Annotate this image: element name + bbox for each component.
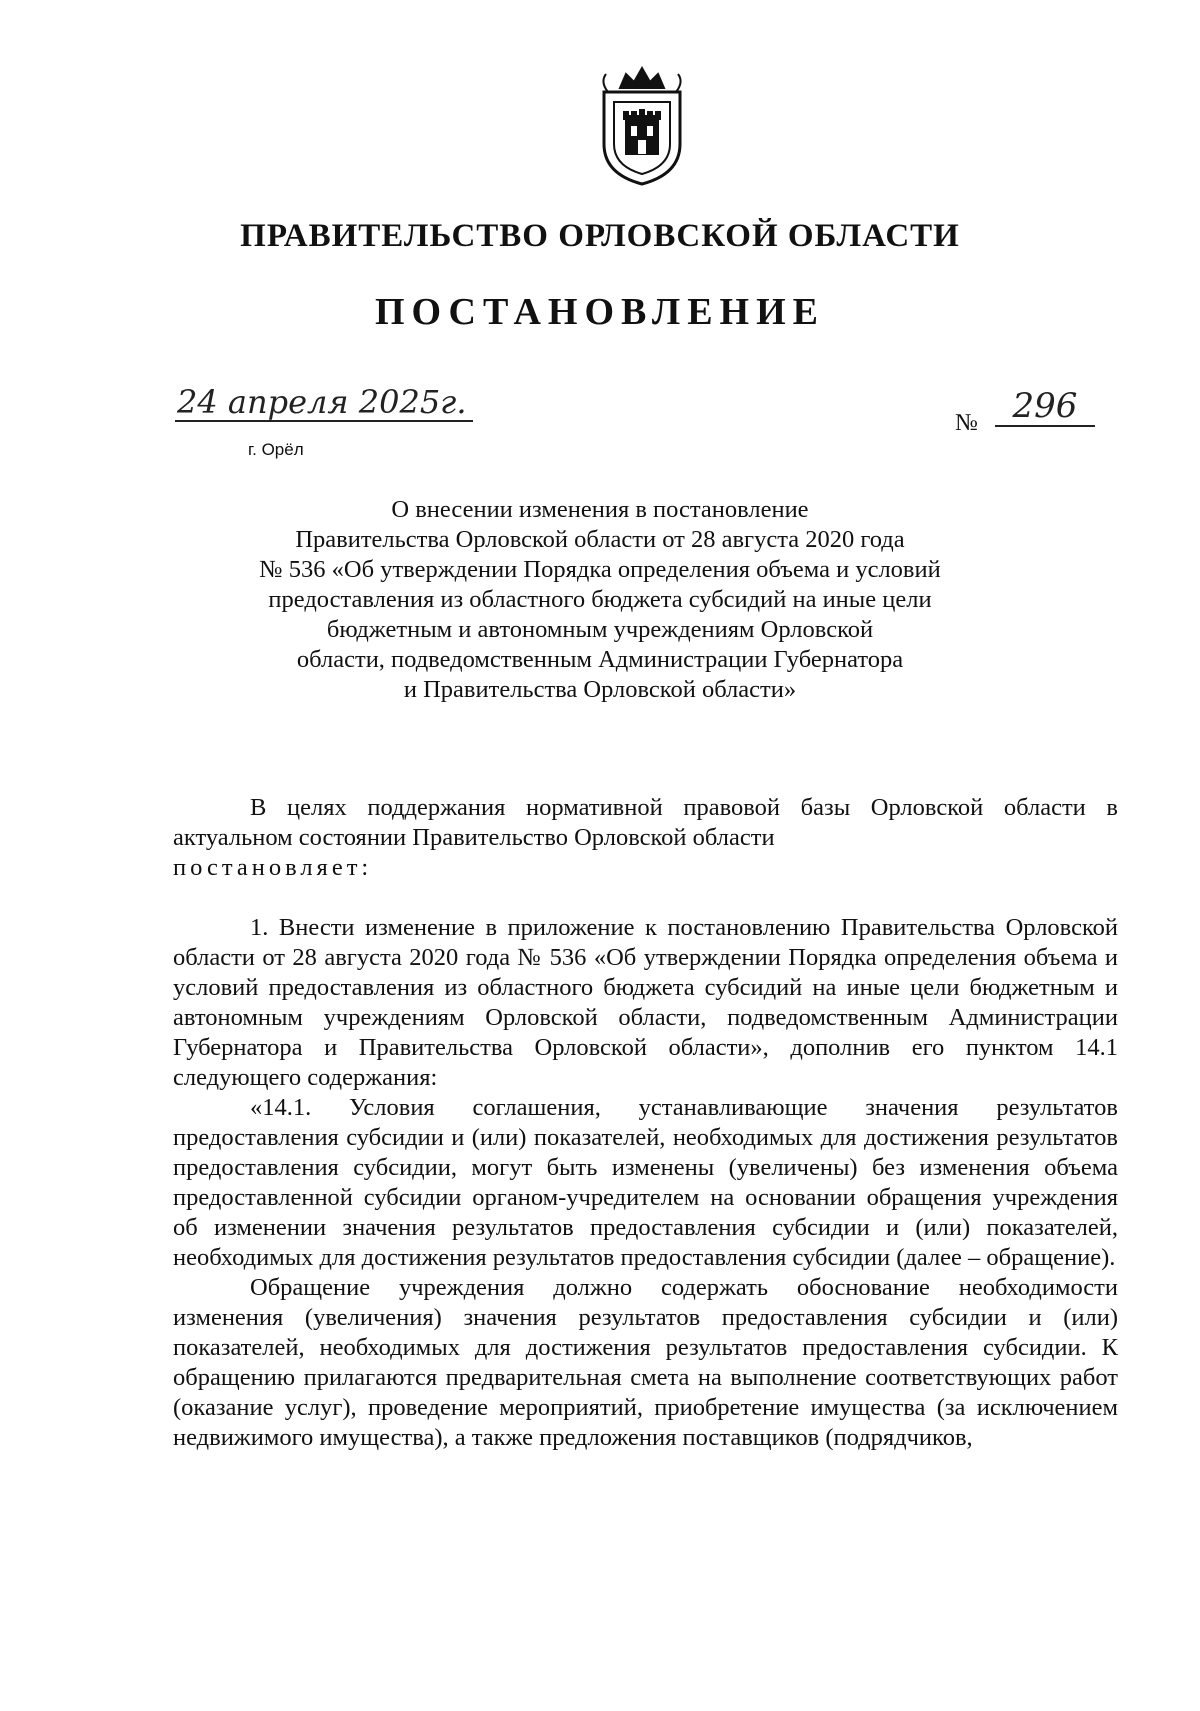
subject-line: № 536 «Об утверждении Порядка определения объема и условий [259, 556, 941, 583]
organization-title: ПРАВИТЕЛЬСТВО ОРЛОВСКОЙ ОБЛАСТИ [240, 218, 960, 254]
document-type-heading: ПОСТАНОВЛЕНИЕ [374, 291, 826, 333]
document-body [173, 793, 1118, 1453]
preamble-paragraph: В целях поддержания нормативной правовой базы Орловской области в актуальном состоянии Правительство Орловской области [173, 794, 1118, 851]
document-subject [200, 495, 1000, 705]
handwritten-date: 24 апреля 2025г. [175, 385, 473, 422]
decree-word: постановляет: [173, 854, 373, 881]
subject-line: Правительства Орловской области от 28 августа 2020 года [295, 526, 905, 553]
subject-line: и Правительства Орловской области» [403, 676, 797, 703]
body-paragraph-2: «14.1. Условия соглашения, устанавливающие значения результатов предоставления субсидии и (или) показателей, необходимых для достижения результатов предоставления субсидии, могут быть изменены (увеличены) без изменения объема предоставленной субсидии органом-учредителем на основании обращения учреждения об изменении значения результатов предоставления субсидии и (или) показателей, необходимых для достижения результатов предоставления субсидии (далее – обращение). [173, 1094, 1118, 1271]
subject-line: О внесении изменения в постановление [391, 496, 809, 523]
city-label: г. Орёл [248, 440, 304, 459]
subject-line: области, подведомственным Администрации Губернатора [296, 646, 904, 673]
number-label: № [955, 410, 978, 436]
body-paragraph-3: Обращение учреждения должно содержать обоснование необходимости изменения (увеличения) значения результатов предоставления субсидии и (или) показателей, необходимых для достижения результатов предоставления субсидии. К обращению прилагаются предварительная смета на выполнение соответствующих работ (оказание услуг), проведение мероприятий, приобретение имущества (за исключением недвижимого имущества), а также предложения поставщиков (подрядчиков, [173, 1274, 1118, 1451]
subject-line: предоставления из областного бюджета субсидий на иные цели [268, 586, 932, 613]
body-paragraph-1: 1. Внести изменение в приложение к постановлению Правительства Орловской области от 28 августа 2020 года № 536 «Об утверждении Порядка определения объема и условий предоставления из областного бюджета субсидий на иные цели бюджетным и автономным учреждениям Орловской области, подведомственным Администрации Губернатора и Правительства Орловской области», дополнив его пунктом 14.1 следующего содержания: [173, 914, 1118, 1091]
coat-of-arms-icon [592, 62, 692, 187]
handwritten-document-number: 296 [995, 388, 1095, 427]
subject-line: бюджетным и автономным учреждениям Орловской [326, 616, 874, 643]
